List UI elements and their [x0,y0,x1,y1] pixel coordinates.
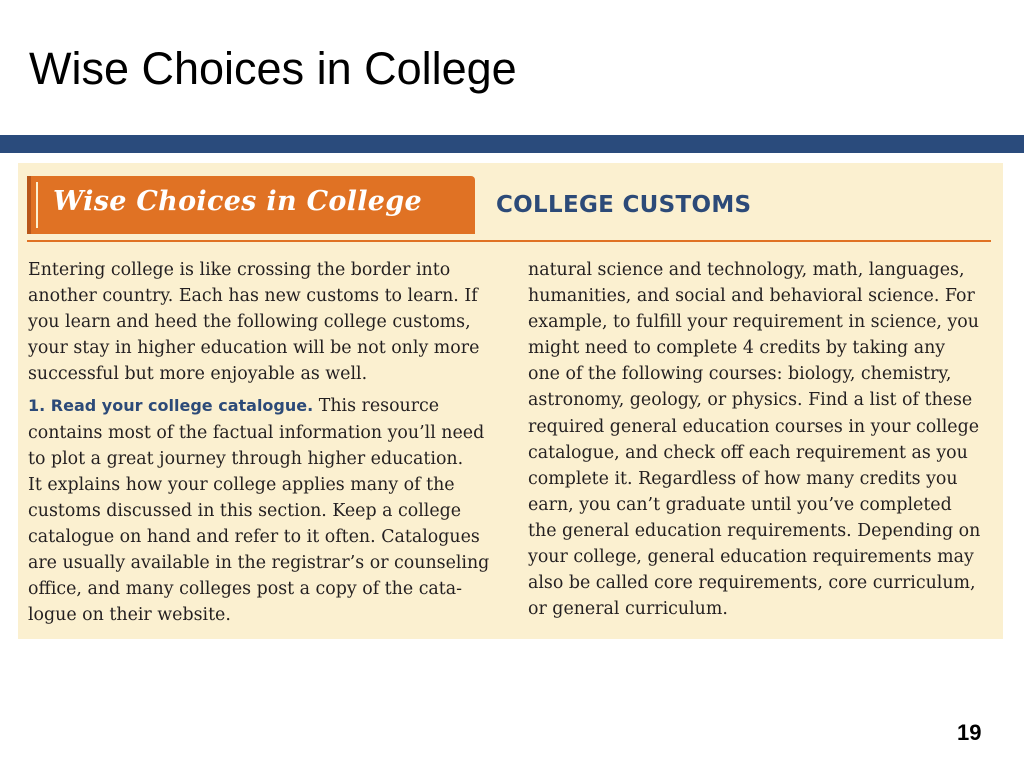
right-line: complete it. Regardless of how many credits you [528,468,958,489]
item1-line: catalogue on hand and refer to it often. Catalogues [28,526,480,547]
right-line: astronomy, geology, or physics. Find a list of these [528,390,973,411]
right-line: also be called core requirements, core curriculum, [528,573,976,594]
item1-line: contains most of the factual information you’ll need [28,422,485,443]
right-line: one of the following courses: biology, chemistry, [528,364,952,385]
item1-line: customs discussed in this section. Keep a college [28,500,462,521]
intro-line: you learn and heed the following college customs, [28,312,471,333]
item1-line: office, and many colleges post a copy of the cata- [28,579,463,600]
page-number: 19 [957,720,982,745]
textbook-excerpt-panel [18,163,1003,639]
right-line: or general curriculum. [528,599,728,620]
right-line: might need to complete 4 credits by taking any [528,338,946,359]
item1-first-line-rest: This resource [313,396,440,417]
wise-choices-tab [27,176,475,234]
tab-accent-line [36,182,38,228]
item1-line: logue on their website. [28,605,231,626]
heading-rule [27,240,991,242]
title-divider-bar [0,135,1024,153]
item1-line: It explains how your college applies many of the [28,474,455,495]
item1-first-line [28,393,498,419]
right-line: your college, general education requirements may [528,547,974,568]
intro-line: your stay in higher education will be not only more [28,338,480,359]
right-line: catalogue, and check off each requirement as you [528,442,968,463]
right-column [528,257,998,622]
left-column [28,257,498,628]
item1-heading: 1. Read your college catalogue. [28,396,314,416]
right-line: the general education requirements. Depending on [528,520,981,541]
right-line: humanities, and social and behavioral science. For [528,286,975,307]
right-line: natural science and technology, math, languages, [528,260,965,280]
section-heading: COLLEGE CUSTOMS [496,192,752,218]
intro-line: Entering college is like crossing the border into [28,260,451,280]
item1-line: are usually available in the registrar’s or counseling [28,553,490,574]
right-line: required general education courses in your college [528,416,980,437]
intro-line: another country. Each has new customs to learn. If [28,286,478,307]
item1-line: to plot a great journey through higher education. [28,448,464,469]
intro-line: successful but more enjoyable as well. [28,364,368,385]
right-line: earn, you can’t graduate until you’ve completed [528,494,952,515]
slide-title: Wise Choices in College [29,43,517,94]
right-line: example, to fulfill your requirement in science, you [528,312,979,333]
tab-label: Wise Choices in College [53,186,422,217]
